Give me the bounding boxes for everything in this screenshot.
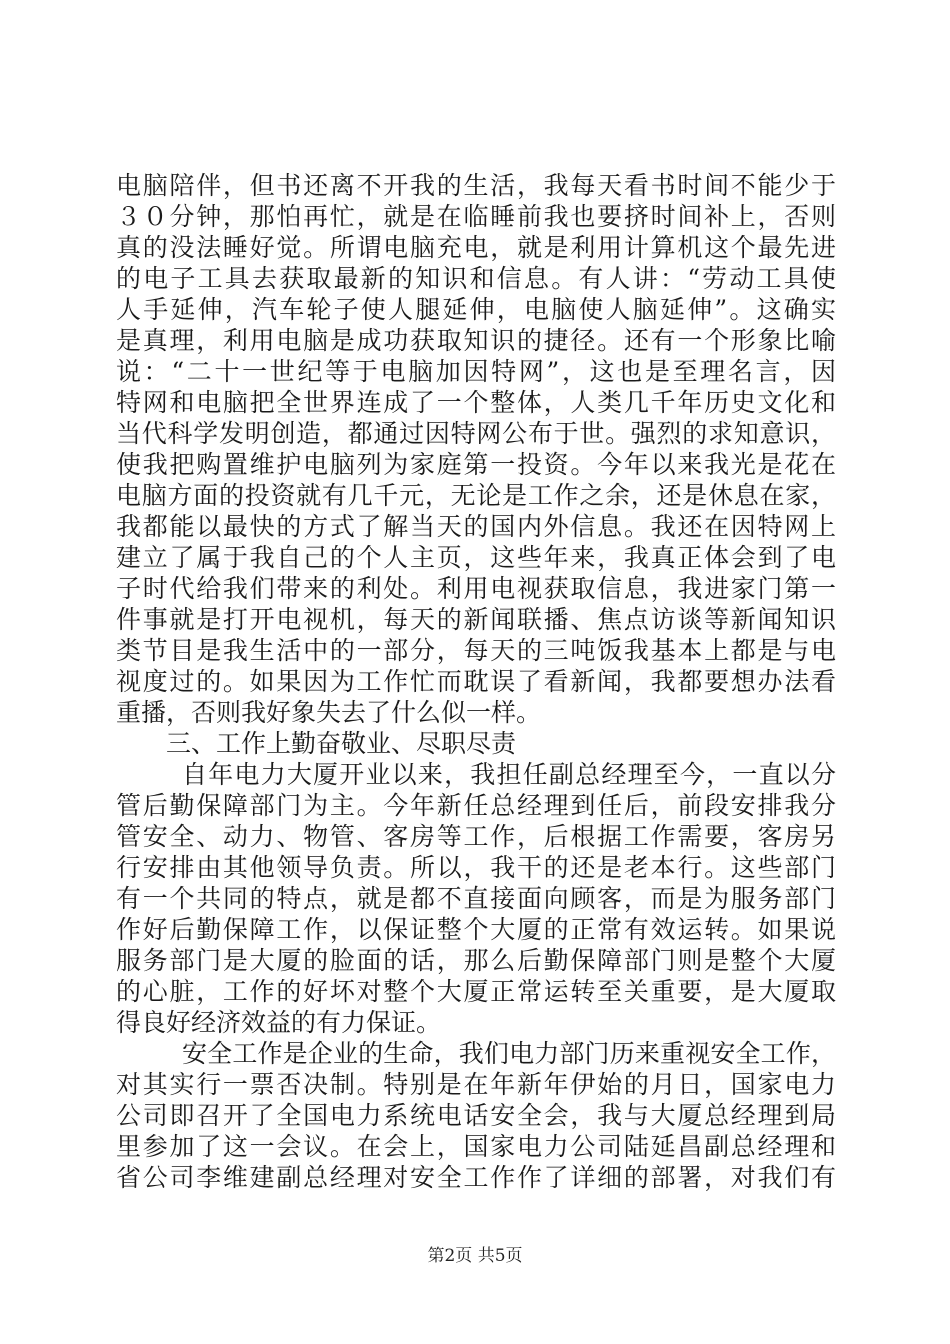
text-line: 里参加了这一会议。在会上，国家电力公司陆延昌副总经理和 xyxy=(116,1132,836,1161)
text-line: 是真理，利用电脑是成功获取知识的捷径。还有一个形象比喻 xyxy=(116,326,836,355)
text-line: 特网和电脑把全世界连成了一个整体，人类几千年历史文化和 xyxy=(116,388,836,417)
text-line: 有一个共同的特点，就是都不直接面向顾客，而是为服务部门 xyxy=(116,884,836,913)
text-line: ３０分钟，那怕再忙，就是在临睡前我也要挤时间补上，否则 xyxy=(116,202,836,231)
text-line: 人手延伸，汽车轮子使人腿延伸，电脑使人脑延伸”。这确实 xyxy=(116,295,836,324)
text-line: 使我把购置维护电脑列为家庭第一投资。今年以来我光是花在 xyxy=(116,450,836,479)
text-line: 行安排由其他领导负责。所以，我干的还是老本行。这些部门 xyxy=(116,853,836,882)
text-line: 管安全、动力、物管、客房等工作，后根据工作需要，客房另 xyxy=(116,822,836,851)
text-line: 真的没法睡好觉。所谓电脑充电，就是利用计算机这个最先进 xyxy=(116,233,836,262)
text-line: 自年电力大厦开业以来，我担任副总经理至今，一直以分 xyxy=(182,760,836,789)
text-line: 当代科学发明创造，都通过因特网公布于世。强烈的求知意识， xyxy=(116,419,836,448)
text-line: 子时代给我们带来的利处。利用电视获取信息，我进家门第一 xyxy=(116,574,836,603)
page-number-footer: 第2页 共5页 xyxy=(427,1246,523,1266)
text-line: 服务部门是大厦的脸面的话，那么后勤保障部门则是整个大厦 xyxy=(116,946,836,975)
text-line: 的电子工具去获取最新的知识和信息。有人讲：“劳动工具使 xyxy=(116,264,836,293)
text-line: 作好后勤保障工作，以保证整个大厦的正常有效运转。如果说 xyxy=(116,915,836,944)
text-line: 电脑方面的投资就有几千元，无论是工作之余，还是休息在家， xyxy=(116,481,836,510)
text-line: 电脑陪伴，但书还离不开我的生活，我每天看书时间不能少于 xyxy=(116,171,836,200)
text-line: 省公司李维建副总经理对安全工作作了详细的部署，对我们有 xyxy=(116,1163,836,1192)
text-line: 件事就是打开电视机，每天的新闻联播、焦点访谈等新闻知识 xyxy=(116,605,836,634)
text-line: 对其实行一票否决制。特别是在年新年伊始的月日，国家电力 xyxy=(116,1070,836,1099)
text-line: 建立了属于我自己的个人主页，这些年来，我真正体会到了电 xyxy=(116,543,836,572)
text-line: 我都能以最快的方式了解当天的国内外信息。我还在因特网上 xyxy=(116,512,836,541)
text-line: 说：“二十一世纪等于电脑加因特网”，这也是至理名言，因 xyxy=(116,357,836,386)
text-line: 得良好经济效益的有力保证。 xyxy=(116,1008,442,1037)
body-text xyxy=(116,170,836,1193)
text-line: 公司即召开了全国电力系统电话安全会，我与大厦总经理到局 xyxy=(116,1101,836,1130)
text-line: 的心脏，工作的好坏对整个大厦正常运转至关重要，是大厦取 xyxy=(116,977,836,1006)
text-line: 安全工作是企业的生命，我们电力部门历来重视安全工作， xyxy=(182,1039,836,1068)
text-line: 视度过的。如果因为工作忙而耽误了看新闻，我都要想办法看 xyxy=(116,667,836,696)
section-heading: 三、工作上勤奋敬业、尽职尽责 xyxy=(166,729,517,758)
text-line: 管后勤保障部门为主。今年新任总经理到任后，前段安排我分 xyxy=(116,791,836,820)
text-line: 类节目是我生活中的一部分，每天的三吨饭我基本上都是与电 xyxy=(116,636,836,665)
text-line: 重播，否则我好象失去了什么似一样。 xyxy=(116,698,542,727)
